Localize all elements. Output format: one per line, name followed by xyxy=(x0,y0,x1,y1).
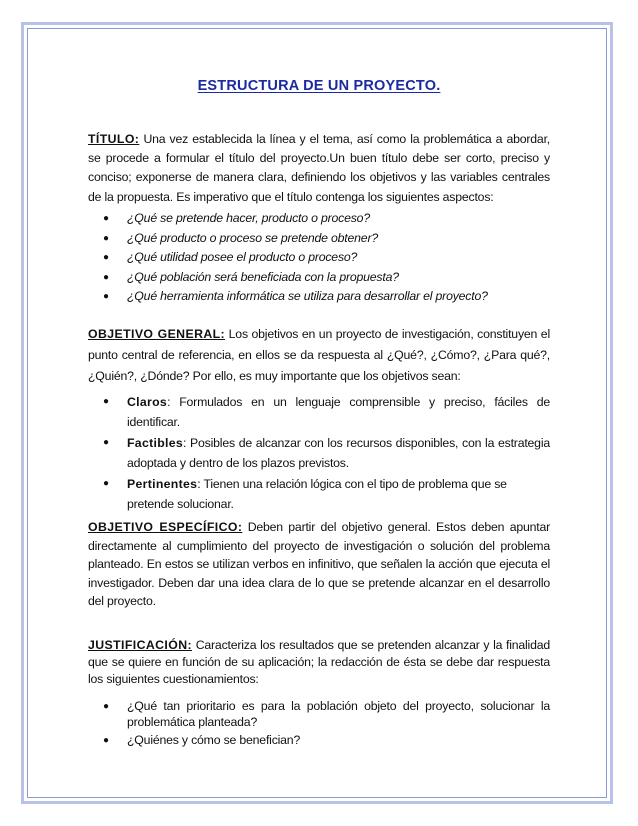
list-item xyxy=(88,392,550,433)
list-item-text: ¿Qué población será beneficiada con la propuesta? xyxy=(127,269,399,284)
list-item xyxy=(88,733,550,749)
justificacion-heading: JUSTIFICACIÓN: xyxy=(88,638,192,652)
bullet-icon: ● xyxy=(103,291,109,303)
objetivo-general-text: Los objetivos en un proyecto de investigación, constituyen el punto central de referencia, en ellos se da respuesta al ¿Qué?, ¿Cómo?, ¿Para qué?, ¿Quién?, ¿Dónde? Por ello, es muy importante que los objetivos sean: xyxy=(88,327,550,383)
item-term: Claros xyxy=(127,395,168,409)
list-item xyxy=(88,474,550,515)
bullet-icon: ● xyxy=(103,213,109,224)
bullet-icon: ● xyxy=(103,232,109,244)
list-item xyxy=(88,229,550,249)
objetivo-general-section xyxy=(88,324,550,386)
list-item-text: ¿Qué utilidad posee el producto o proceso? xyxy=(127,250,358,265)
document-title: ESTRUCTURA DE UN PROYECTO. xyxy=(197,78,441,94)
bullet-icon: ● xyxy=(103,271,109,283)
objetivo-especifico-text: Deben partir del objetivo general. Estos deben apuntar directamente al cumplimiento del proyecto de investigación o solución del problema planteado. En estos se utilizan verbos en infinitivo, que señalen la acción que ejecuta el investigador. Deben dar una idea clara de lo que se pretende alcanzar en el desarrollo del proyecto. xyxy=(88,520,550,609)
list-item xyxy=(88,248,550,268)
titulo-text: Una vez establecida la línea y el tema, así como la problemática a abordar, se procede a formular el título del proyecto.Un buen título debe ser corto, preciso y conciso; exponerse de manera clara, definiendo los objetivos y las variables centrales de la propuesta. Es imperativo que el título contenga los siguientes aspectos: xyxy=(88,132,550,204)
list-item xyxy=(88,699,550,730)
item-text: : Posibles de alcanzar con los recursos disponibles, con la estrategia adoptada y dentro de los plazos previstos. xyxy=(127,435,550,471)
objetivo-general-list xyxy=(88,392,550,514)
document-content xyxy=(88,64,550,748)
list-item xyxy=(88,287,550,307)
objetivo-general-heading: OBJETIVO GENERAL: xyxy=(88,327,226,341)
item-text: : Tienen una relación lógica con el tipo de problema que se pretende solucionar. xyxy=(127,476,507,512)
list-item-text: ¿Qué tan prioritario es para la población objeto del proyecto, solucionar la problemática planteada? xyxy=(127,699,550,729)
bullet-icon: ● xyxy=(103,252,109,264)
objetivo-especifico-section xyxy=(88,518,550,611)
justificacion-text: Caracteriza los resultados que se pretenden alcanzar y la finalidad que se quiere en función de su aplicación; la redacción de ésta se debe dar respuesta los siguientes cuestionamientos: xyxy=(88,638,550,687)
bullet-icon: ● xyxy=(103,735,109,747)
item-term: Pertinentes xyxy=(127,476,198,491)
titulo-section xyxy=(88,130,550,207)
item-text: : Formulados en un lenguaje comprensible y preciso, fáciles de identificar. xyxy=(127,395,550,430)
bullet-icon: ● xyxy=(103,477,109,489)
objetivo-especifico-heading: OBJETIVO ESPECÍFICO: xyxy=(88,520,243,534)
list-item-text: ¿Qué producto o proceso se pretende obtener? xyxy=(127,230,378,245)
justificacion-list xyxy=(88,699,550,752)
bullet-icon: ● xyxy=(103,701,109,712)
bullet-icon: ● xyxy=(103,396,109,407)
titulo-list xyxy=(88,209,550,307)
list-item xyxy=(88,268,550,288)
list-item xyxy=(88,433,550,474)
item-term: Factibles xyxy=(127,435,184,450)
bullet-icon: ● xyxy=(103,436,109,448)
justificacion-section xyxy=(88,637,550,689)
list-item-text: ¿Quiénes y cómo se benefician? xyxy=(127,733,301,748)
list-item xyxy=(88,209,550,229)
list-item-text: ¿Qué se pretende hacer, producto o proceso? xyxy=(127,211,370,225)
list-item-text: ¿Qué herramienta informática se utiliza para desarrollar el proyecto? xyxy=(127,289,488,304)
titulo-heading: TÍTULO: xyxy=(88,132,140,146)
